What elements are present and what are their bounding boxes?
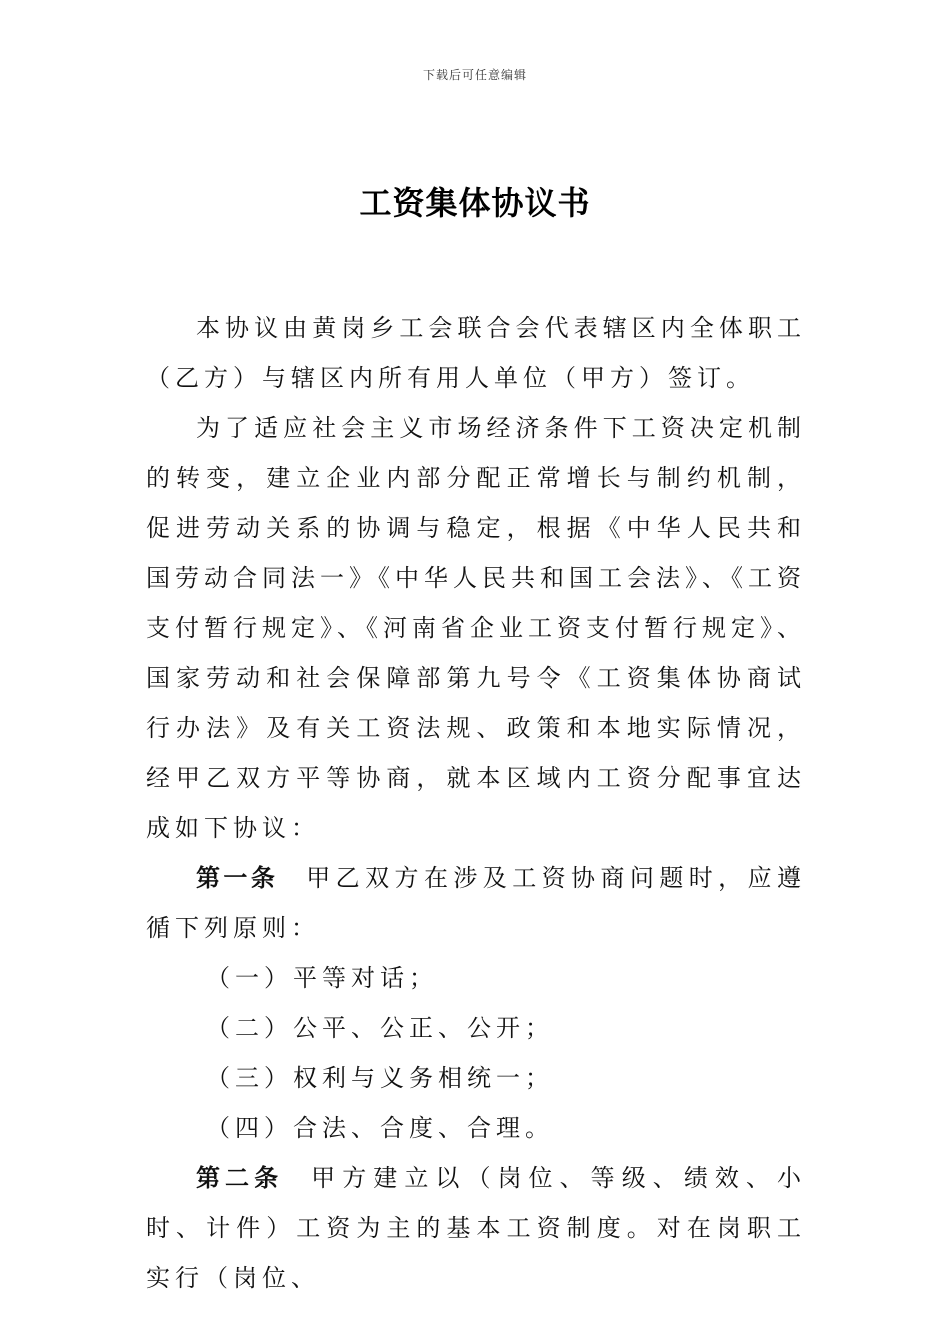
document-body bbox=[146, 303, 806, 1303]
article-1-item-3: （三）权利与义务相统一； bbox=[206, 1064, 554, 1092]
article-1-paragraph bbox=[146, 853, 806, 953]
article-1-item-2: （二）公平、公正、公开； bbox=[206, 1014, 554, 1042]
article-1-item-1: （一）平等对话； bbox=[206, 964, 438, 992]
article-1-text: 甲乙双方在涉及工资协商问题时，应遵循下列原则： bbox=[146, 864, 807, 942]
article-1-item-4: （四）合法、合度、合理。 bbox=[206, 1114, 554, 1142]
header-note: 下载后可任意编辑 bbox=[422, 68, 527, 82]
document-title: 工资集体协议书 bbox=[359, 184, 591, 222]
article-2-text: 甲方建立以（岗位、等级、绩效、小时、计件）工资为主的基本工资制度。对在岗职工实行（岗位、 bbox=[146, 1164, 807, 1292]
article-2-label: 第二条 bbox=[196, 1163, 284, 1192]
article-2-paragraph bbox=[146, 1153, 806, 1303]
intro-paragraph-2: 为了适应社会主义市场经济条件下工资决定机制的转变，建立企业内部分配正常增长与制约机制，促进劳动关系的协调与稳定，根据《中华人民共和国劳动合同法一》《中华人民共和国工会法》、《工资支付暂行规定》、《河南省企业工资支付暂行规定》、国家劳动和社会保障部第九号令《工资集体协商试行办法》及有关工资法规、政策和本地实际情况，经甲乙双方平等协商，就本区域内工资分配事宜达成如下协议： bbox=[146, 414, 806, 842]
article-1-label: 第一条 bbox=[196, 863, 279, 892]
intro-paragraph-1: 本协议由黄岗乡工会联合会代表辖区内全体职工（乙方）与辖区内所有用人单位（甲方）签订。 bbox=[146, 314, 806, 392]
